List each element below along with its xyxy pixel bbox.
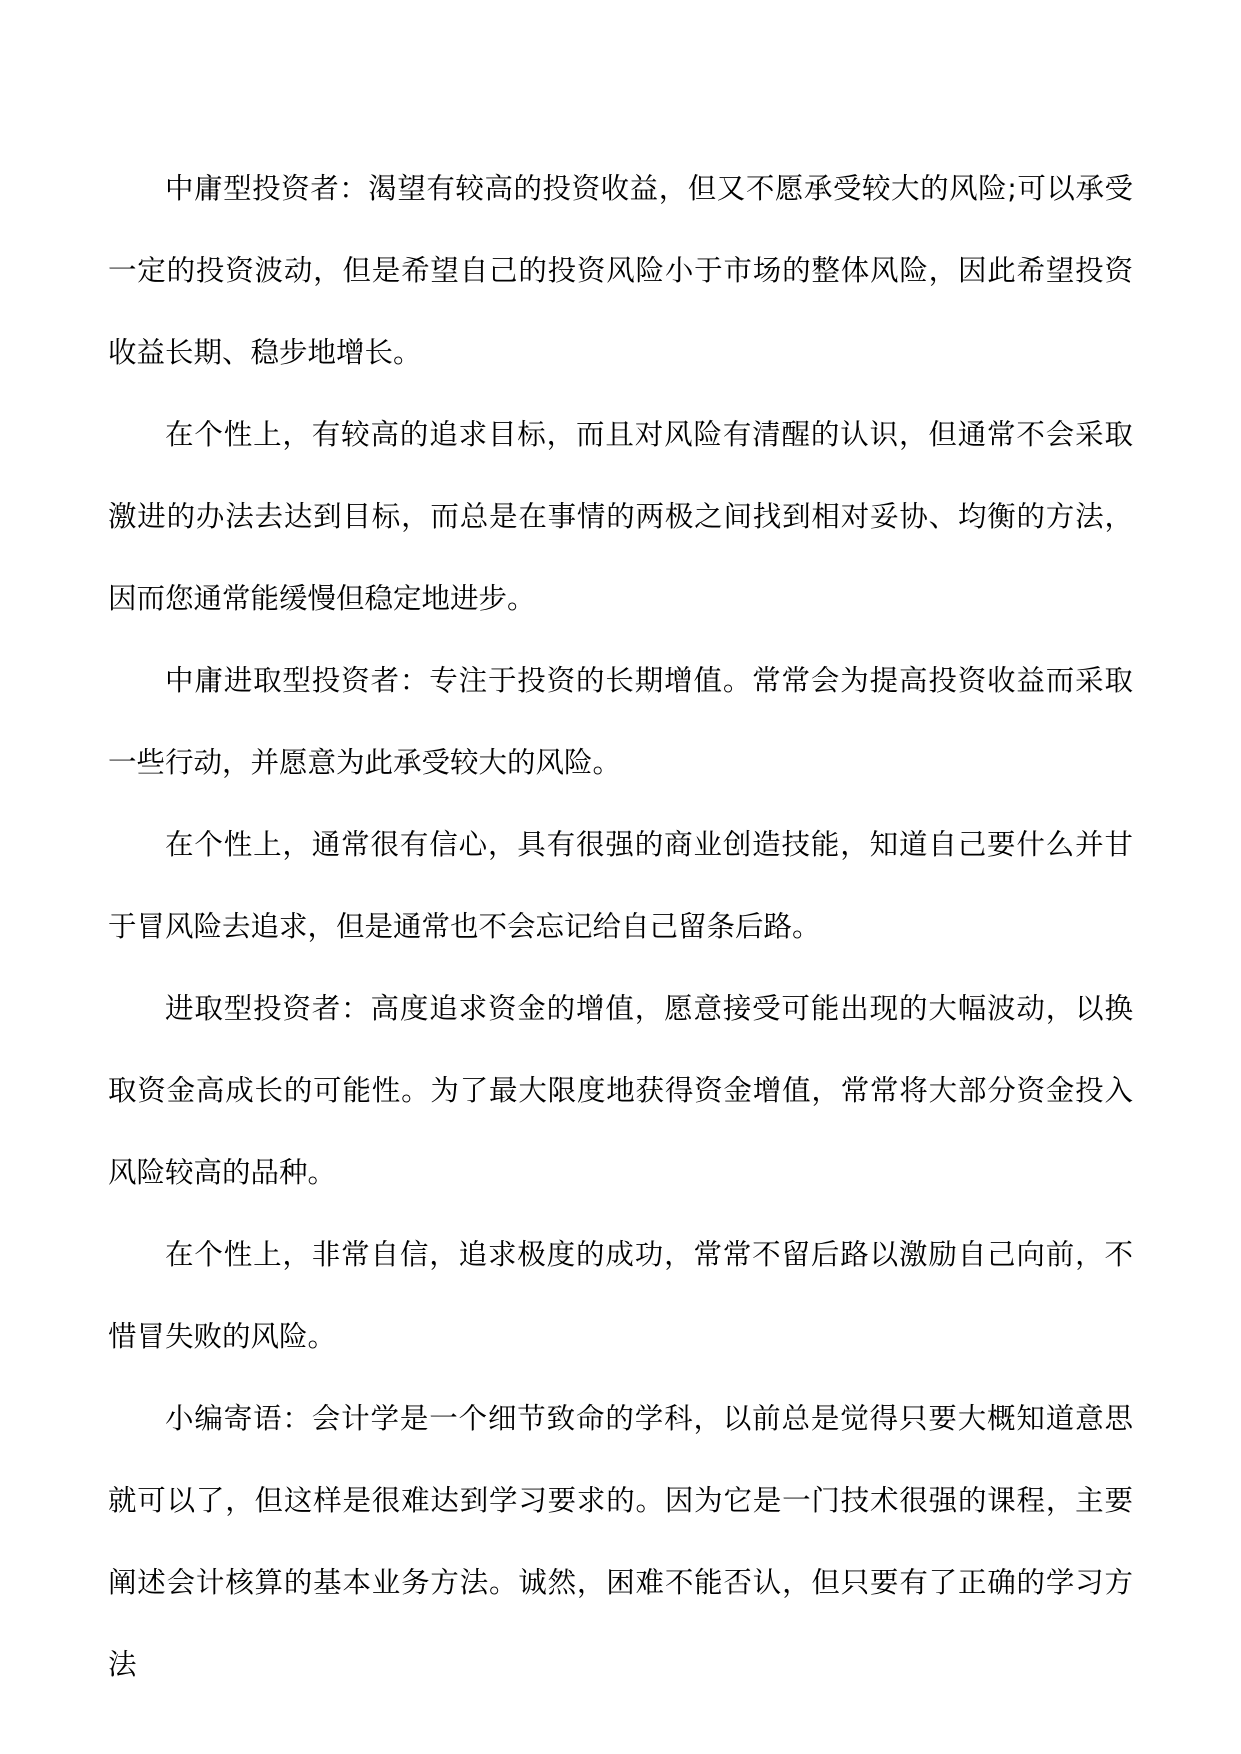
paragraph-aggressive-investor: 进取型投资者：高度追求资金的增值，愿意接受可能出现的大幅波动，以换取资金高成长的可能性。为了最大限度地获得资金增值，常常将大部分资金投入风险较高的品种。 — [108, 992, 1133, 1189]
paragraph-moderate-aggressive-personality: 在个性上，通常很有信心，具有很强的商业创造技能，知道自己要什么并甘于冒风险去追求，但是通常也不会忘记给自己留条后路。 — [108, 828, 1133, 943]
paragraph-moderate-investor: 中庸型投资者：渴望有较高的投资收益，但又不愿承受较大的风险;可以承受一定的投资波动，但是希望自己的投资风险小于市场的整体风险，因此希望投资收益长期、稳步地增长。 — [108, 172, 1133, 369]
paragraph-aggressive-personality: 在个性上，非常自信，追求极度的成功，常常不留后路以激励自己向前，不惜冒失败的风险。 — [108, 1238, 1133, 1353]
paragraph-editor-note: 小编寄语：会计学是一个细节致命的学科，以前总是觉得只要大概知道意思就可以了，但这样是很难达到学习要求的。因为它是一门技术很强的课程，主要阐述会计核算的基本业务方法。诚然，困难不能否认，但只要有了正确的学习方法 — [108, 1402, 1133, 1681]
document-body — [108, 148, 1133, 1706]
paragraph-moderate-aggressive-investor: 中庸进取型投资者：专注于投资的长期增值。常常会为提高投资收益而采取一些行动，并愿意为此承受较大的风险。 — [108, 664, 1133, 779]
paragraph-moderate-personality: 在个性上，有较高的追求目标，而且对风险有清醒的认识，但通常不会采取激进的办法去达到目标，而总是在事情的两极之间找到相对妥协、均衡的方法，因而您通常能缓慢但稳定地进步。 — [108, 418, 1133, 615]
